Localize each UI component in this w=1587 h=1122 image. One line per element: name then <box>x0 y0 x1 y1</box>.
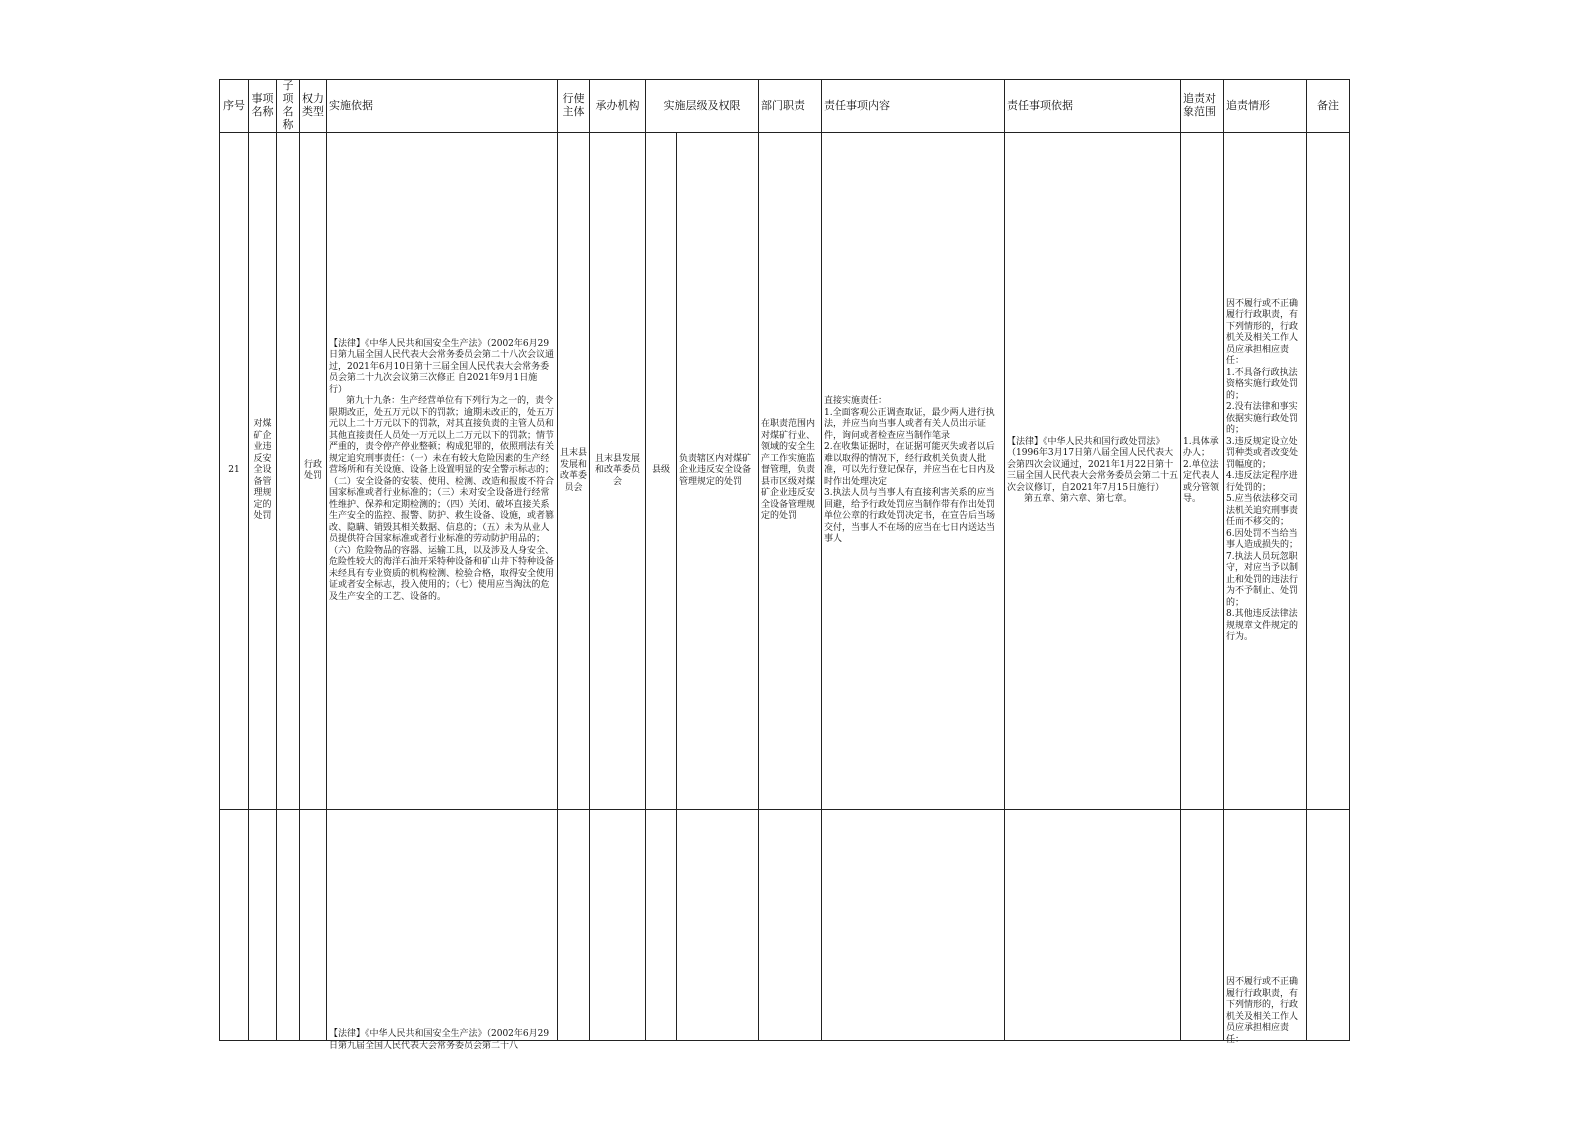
permission-table-sheet <box>219 79 1349 1051</box>
cell-seq: 21 <box>220 133 249 810</box>
cell-responsibility: 直接实施责任： 1.全面客观公正调查取证，最少两人进行执法，并应当向当事人或者有关人员出示证件，询问或者检查应当制作笔录 2.在收集证据时，在证据可能灭失或者以后难以取得的情况下，经行政机关负责人批准，可以先行登记保存，并应当在七日内及时作出处理决定 3.执法人员与当事人有直接利害关系的应当回避，给予行政处罚应当制作带有作出处罚单位公章的行政处罚决定书，在宣告后当场交付，当事人不在场的应当在七日内送达当事人 <box>822 133 1005 810</box>
header-seq: 序号 <box>220 80 249 133</box>
header-row <box>220 80 1350 133</box>
header-sub-item: 子项名称 <box>277 80 300 133</box>
cell-seq <box>220 810 249 1041</box>
cell-scope <box>1181 810 1224 1041</box>
cell-subject: 且末县发展和改革委员会 <box>558 133 590 810</box>
cell-duty <box>759 810 822 1041</box>
header-basis: 实施依据 <box>327 80 558 133</box>
cell-item-name: 对煤矿企业违反安全设备管理规定的处罚 <box>249 133 277 810</box>
cell-level <box>646 810 677 1041</box>
cell-item-name <box>249 810 277 1041</box>
header-scope: 追责对象范围 <box>1181 80 1224 133</box>
cell-level-detail <box>677 810 759 1041</box>
header-power-type: 权力类型 <box>300 80 327 133</box>
cell-subject <box>558 810 590 1041</box>
cell-situation: 因不履行或不正确履行行政职责，有下列情形的，行政机关及相关工作人员应承担相应责任： 1.不具备行政执法资格实施行政处罚的； 2.没有法律和事实依据实施行政处罚的； 3.违反规定设立处罚种类或者改变处罚幅度的； 4.违反法定程序进行处罚的； 5.应当依法移交司法机关追究刑事责任而不移交的； 6.因处罚不当给当事人造成损失的； 7.执法人员玩忽职守，对应当予以制止和处罚的违法行为不予制止、处罚的； 8.其他违反法律法规规章文件规定的行为。 <box>1224 133 1307 810</box>
header-handler: 承办机构 <box>590 80 646 133</box>
cell-sub-item <box>277 810 300 1041</box>
situation-partial-text: 因不履行或不正确履行行政职责，有下列情形的，行政机关及相关工作人员应承担相应责任： <box>1226 977 1299 1045</box>
cell-remark <box>1307 133 1350 810</box>
basis-partial-text: 【法律】《中华人民共和国安全生产法》（2002年6月29日第九届全国人民代表大会常务委员会第二十八 <box>329 1029 550 1051</box>
cell-duty: 在职责范围内对煤矿行业、领域的安全生产工作实施监督管理，负责县市区级对煤矿企业违反安全设备管理规定的处罚 <box>759 133 822 810</box>
cell-basis: 【法律】《中华人民共和国安全生产法》（2002年6月29日第九届全国人民代表大会常务委员会第二十八次会议通过，2021年6月10日第十三届全国人民代表大会常务委员会第二十九次会议第三次修正 自2021年9月1日施行） 第九十九条：生产经营单位有下列行为之一的，责令限期改正，处五万元以下的罚款；逾期未改正的，处五万元以上二十万元以下的罚款，对其直接负责的主管人员和其他直接责任人员处一万元以上二万元以下的罚款；情节严重的，责令停产停业整顿；构成犯罪的，依照刑法有关规定追究刑事责任：（一）未在有较大危险因素的生产经营场所和有关设施、设备上设置明显的安全警示标志的；（二）安全设备的安装、使用、检测、改造和报废不符合国家标准或者行业标准的；（三）未对安全设备进行经常性维护、保养和定期检测的；（四）关闭、破坏直接关系生产安全的监控、报警、防护、救生设备、设施，或者篡改、隐瞒、销毁其相关数据、信息的；（五）未为从业人员提供符合国家标准或者行业标准的劳动防护用品的；（六）危险物品的容器、运输工具，以及涉及人身安全、危险性较大的海洋石油开采特种设备和矿山井下特种设备未经具有专业资质的机构检测、检验合格，取得安全使用证或者安全标志，投入使用的；（七）使用应当淘汰的危及生产安全的工艺、设备的。 <box>327 133 558 810</box>
cell-remark <box>1307 810 1350 1041</box>
cell-handler <box>590 810 646 1041</box>
header-situation: 追责情形 <box>1224 80 1307 133</box>
cell-resp-basis <box>1005 810 1181 1041</box>
cell-sub-item <box>277 133 300 810</box>
cell-resp-basis: 【法律】《中华人民共和国行政处罚法》（1996年3月17日第八届全国人民代表大会第四次会议通过，2021年1月22日第十三届全国人民代表大会常务委员会第二十五次会议修订，自2021年7月15日施行） 第五章、第六章、第七章。 <box>1005 133 1181 810</box>
cell-power-type <box>300 810 327 1041</box>
cell-handler: 且末县发展和改革委员会 <box>590 133 646 810</box>
header-item-name: 事项名称 <box>249 80 277 133</box>
table-row <box>220 810 1350 1041</box>
cell-level-detail: 负责辖区内对煤矿企业违反安全设备管理规定的处罚 <box>677 133 759 810</box>
cell-power-type: 行政处罚 <box>300 133 327 810</box>
cell-level: 县级 <box>646 133 677 810</box>
permission-table <box>219 79 1350 1051</box>
header-subject: 行使主体 <box>558 80 590 133</box>
header-level: 实施层级及权限 <box>646 80 759 133</box>
cell-situation <box>1224 810 1307 1045</box>
header-resp-basis: 责任事项依据 <box>1005 80 1181 133</box>
header-responsibility: 责任事项内容 <box>822 80 1005 133</box>
header-duty: 部门职责 <box>759 80 822 133</box>
table-row <box>220 133 1350 810</box>
cell-responsibility <box>822 810 1005 1041</box>
cell-scope: 1.具体承办人； 2.单位法定代表人或分管领导。 <box>1181 133 1224 810</box>
header-remark: 备注 <box>1307 80 1350 133</box>
cell-basis <box>327 810 558 1051</box>
